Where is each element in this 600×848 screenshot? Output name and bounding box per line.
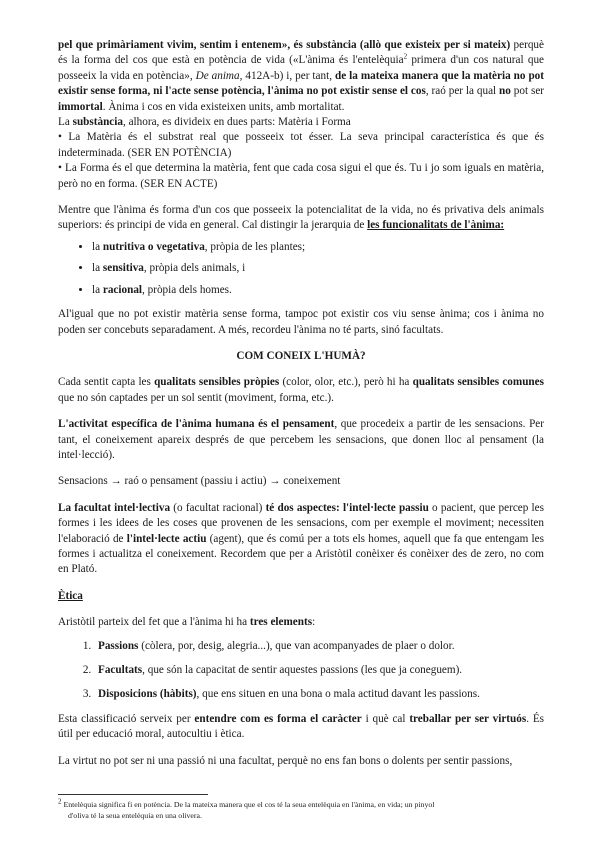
list-item: 3. Disposicions (hàbits), que ens situen en una bona o mala actitud davant les passions. xyxy=(94,687,544,702)
soul-elements-list xyxy=(58,639,544,703)
paragraph-classification: Esta classificació serveix per entendre com es forma el caràcter i què cal treballar per ser virtuós. És útil per educació moral, autocultiu i ètica. xyxy=(58,712,545,741)
paragraph-three-elements: Aristòtil parteix del fet que a l'ànima hi ha tres elements: xyxy=(58,616,316,629)
paragraph-intellect: La facultat intel·lectiva (o facultat racional) té dos aspectes: l'intel·lecte passiu o pacient, que percep les formes i les idees de les coses que provenen de les sensacions, com per exemple el moviment; necessiten l'elaboració de l'intel·lecte actiu (agent), que és comú per a tots els homes, aquell que fa que entengam les formes i actualitza el coneixement. Recordem que per a Aristòtil conèixer és conèixer des de zero, no com en Plató. xyxy=(58,501,544,576)
paragraph-substance-parts: La substància, alhora, es divideix en dues parts: Matèria i Forma xyxy=(58,116,351,129)
list-item: • la sensitiva, pròpia dels animals, i xyxy=(92,261,544,276)
list-item: • la nutritiva o vegetativa, pròpia de les plantes; xyxy=(92,240,544,255)
paragraph-matter: • La Matèria és el substrat real que posseeix tot ésser. La seva principal característica és que és indeterminada. (SER EN POTÈNCIA) xyxy=(58,131,544,159)
paragraph-knowledge-flow: Sensacions → raó o pensament (passiu i actiu) → coneixement xyxy=(58,475,341,488)
footnote-number: 2 xyxy=(58,797,62,806)
footnote-ref[interactable]: 2 xyxy=(403,52,408,61)
paragraph-form: • La Forma és el que determina la matèria, fent que cada cosa sigui el que és. Tu i jo som iguals en matèria, però no en forma. (SER EN ACTE) xyxy=(58,162,544,190)
paragraph-sensible-qualities: Cada sentit capta les qualitats sensibles pròpies (color, olor, etc.), però hi ha qualitats sensibles comunes que no són captades per un sol sentit (moviment, forma, etc.). xyxy=(58,376,544,404)
section-heading-ethics: Ètica xyxy=(58,589,83,602)
paragraph-thinking: L'activitat específica de l'ànima humana és el pensament, que procedeix a partir de les sensacions. Per tant, el coneixement apareix després de que percebem les sensacions, que donen lloc al pensament (la intel·lecció). xyxy=(58,418,544,461)
list-item: 1. Passions (còlera, por, desig, alegria...), que van acompanyades de plaer o dolor. xyxy=(94,639,544,654)
soul-functions-list xyxy=(58,240,544,298)
section-heading-knowledge: COM CONEIX L'HUMÀ? xyxy=(236,349,366,362)
paragraph-soul-substance: pel que primàriament vivim, sentim i entenem», és substància (allò que existeix per si mateix) perquè és la forma del cos que està en potència de vida («L'ànima és l'entelèquia$^2$ primera d'un cos natural que posseeix la vida en potència», De anima, 412A-b) i, per tant, de la mateixa manera que la matèria no pot existir sense forma, ni l'acte sense potència, l'ànima no pot existir sense el cos, raó per la qual no pot ser immortal. Ànima i cos en vida existeixen units, amb mortalitat. xyxy=(58,39,545,113)
footnote: $^2$ Entelèquia significa fi en potència. De la mateixa manera que el cos té la seua entelèquia en l'ànima, en vida; un pinyol d'oliva té la seua entelèquia en una olivera. xyxy=(58,797,435,820)
list-item: 2. Facultats, que són la capacitat de sentir aquestes passions (les que ja coneguem). xyxy=(94,663,544,678)
paragraph-soul-functions: Mentre que l'ànima és forma d'un cos que posseeix la potencialitat de la vida, no és privativa dels animals superiors: és principi de vida en general. Cal distingir la jerarquia de les funcionalitats de l'ànima: xyxy=(58,204,544,232)
list-item: • la racional, pròpia dels homes. xyxy=(92,283,544,298)
paragraph-body-soul-unity: Al'igual que no pot existir matèria sense forma, tampoc pot existir cos viu sense ànima; cos i ànima no poden ser concebuts separadament. A més, recordeu l'ànima no té parts, sinó facultats. xyxy=(58,308,544,336)
paragraph-virtue: La virtut no pot ser ni una passió ni una facultat, perquè no ens fan bons o dolents per sentir passions, xyxy=(58,754,513,767)
footnote-divider xyxy=(58,794,208,795)
